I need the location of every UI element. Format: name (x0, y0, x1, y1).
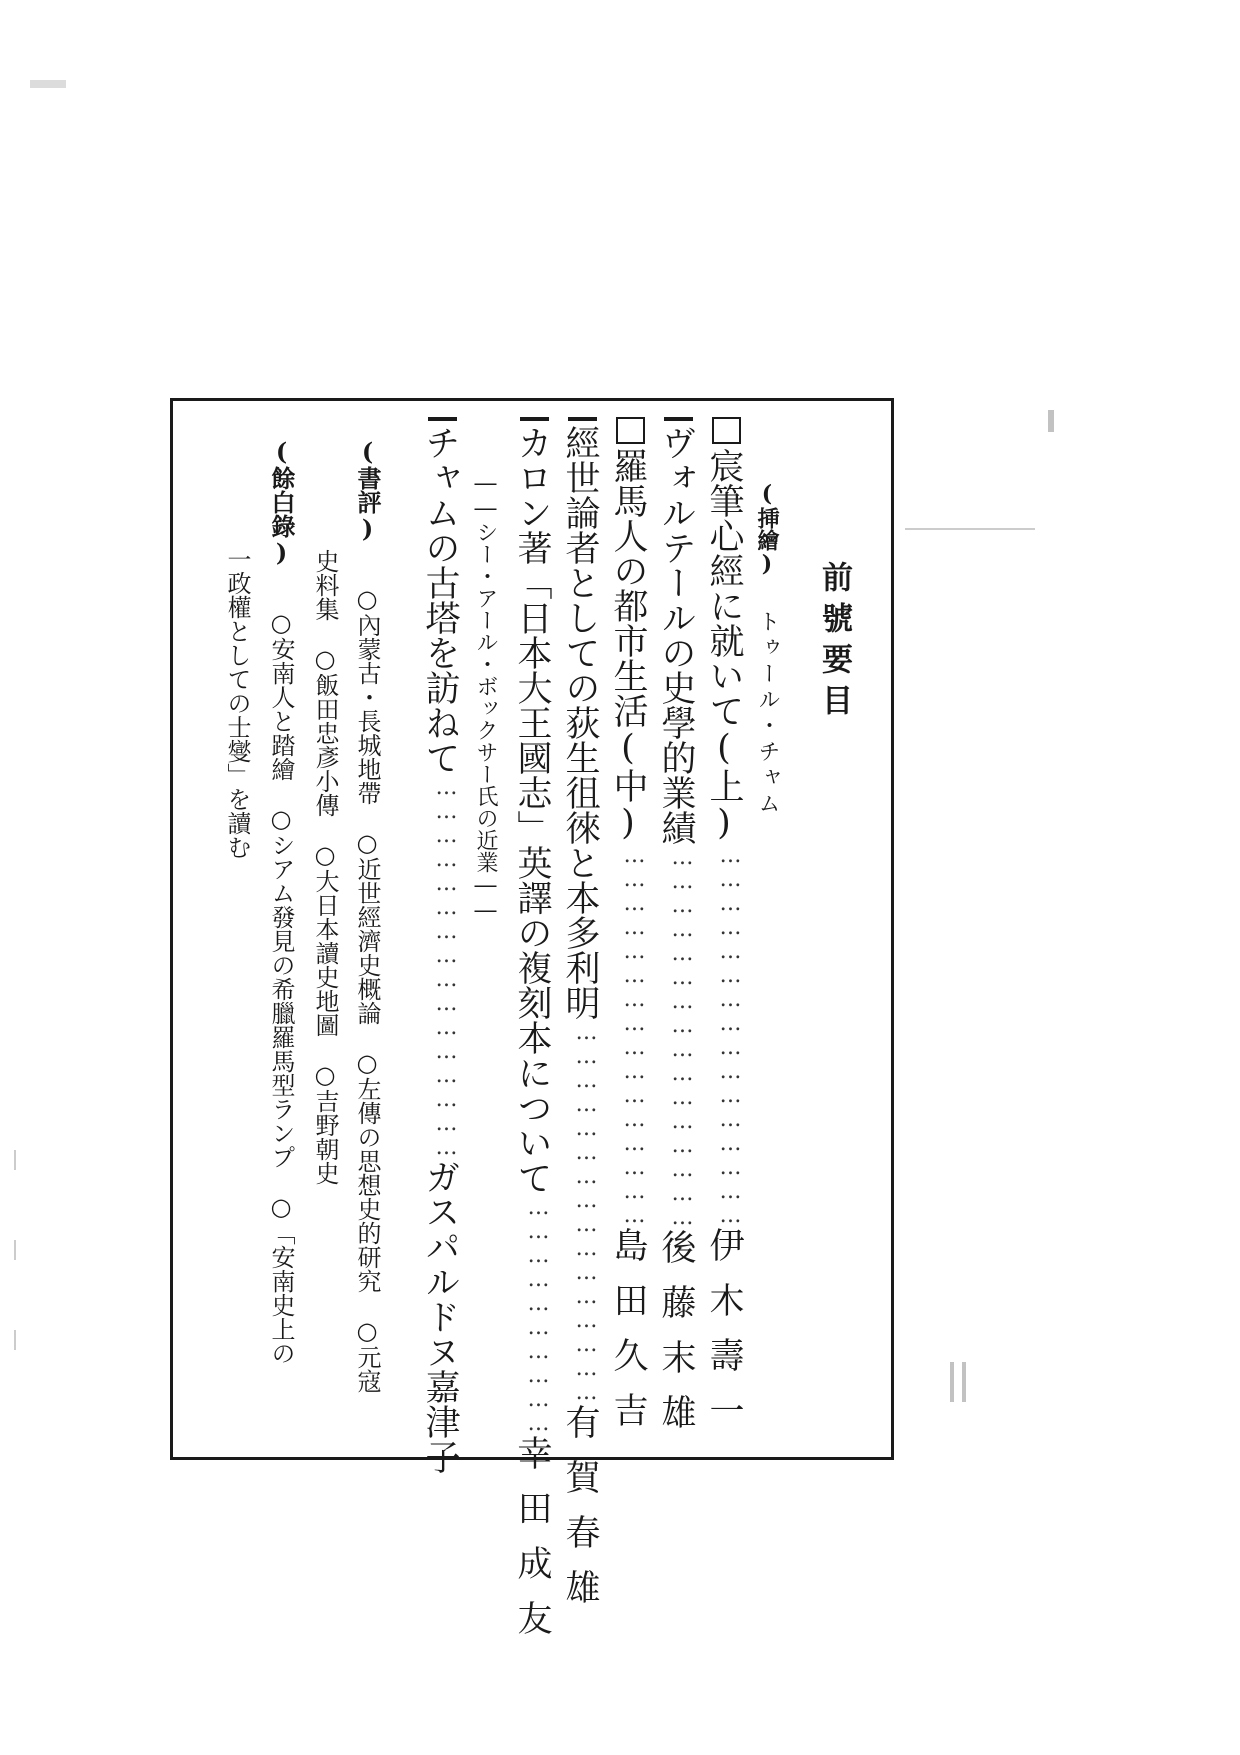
leader-dots: ………………………………………… (670, 845, 695, 1229)
checkbox-square-icon (520, 417, 549, 421)
leader-dots: ………………………………………… (718, 843, 743, 1227)
miscellany-label: (餘白錄) (267, 437, 296, 567)
article-subtitle-text: ――シー・アール・ボックサー氏の近業―― (473, 471, 498, 923)
article-subtitle (465, 401, 501, 1457)
article-author: 幸田成友 (512, 1435, 552, 1655)
article-title: 經世論者としての荻生徂徠と本多利明 (560, 425, 600, 1020)
plate-caption (743, 401, 783, 1457)
miscellany-text: ○安南人と踏繪 ○シアム發見の希臘羅馬型ランプ ○「安南史上の (267, 609, 295, 1365)
checkbox-square-icon (568, 417, 597, 421)
book-reviews-label: (書評) (353, 437, 382, 543)
contents-frame (170, 398, 894, 1655)
scan-line (905, 528, 1035, 530)
article-title: 宸筆心經に就いて(上) (704, 448, 744, 843)
scan-dash (14, 1240, 16, 1260)
checkbox-square-icon (664, 417, 693, 421)
page-title-text: 前號要目 (816, 561, 852, 725)
article-author: 島田久吉 (608, 1227, 648, 1447)
book-reviews-text: ○內蒙古・長城地帶 ○近世經濟史概論 ○左傳の思想史的研究 ○元寇 (353, 585, 381, 1393)
page-title (813, 401, 857, 1617)
article-title: チャムの古塔を訪ねて (420, 425, 460, 775)
article-author: 後藤末雄 (656, 1229, 696, 1449)
book-reviews-line-2 (307, 401, 343, 1457)
leader-dots: ………………………… (526, 1195, 551, 1435)
scan-dash (14, 1150, 16, 1170)
book-reviews-text: 史料集 ○飯田忠彥小傳 ○大日本讀史地圖 ○吉野朝史 (311, 549, 339, 1185)
article-title: ヴォルテールの史學的業績 (656, 425, 696, 845)
scan-edge-mark (962, 1362, 966, 1402)
leader-dots: ………………………………………… (574, 1020, 599, 1404)
miscellany-text: 一政權としての士燮」を讀む (223, 547, 251, 859)
article-author: 伊木壽一 (704, 1227, 744, 1447)
book-reviews-line-1 (349, 401, 385, 1457)
article-entry-4 (553, 401, 600, 1624)
checkbox-square-icon (616, 417, 645, 444)
miscellany-line-2 (219, 401, 255, 1457)
plate-label: (挿繪) (754, 481, 780, 577)
article-entry-6 (413, 401, 460, 1474)
article-entry-1 (697, 401, 744, 1457)
article-title: カロン著「日本大王國志」英譯の複刻本について (512, 425, 552, 1195)
scan-dash (14, 1330, 16, 1350)
article-entry-2 (649, 401, 696, 1457)
article-author: 有賀春雄 (560, 1404, 600, 1624)
miscellany-line-1 (263, 401, 299, 1457)
checkbox-square-icon (712, 417, 741, 444)
scan-edge-mark (950, 1362, 954, 1402)
scan-edge-mark (1048, 410, 1054, 432)
leader-dots: ………………………………………… (434, 775, 459, 1159)
plate-caption-text: トゥール・チャム (755, 610, 780, 818)
article-author: ガスパルドヌ嘉津子 (420, 1159, 460, 1474)
scan-smudge (30, 80, 66, 88)
article-entry-5 (505, 401, 552, 1655)
article-entry-3 (601, 401, 648, 1457)
checkbox-square-icon (428, 417, 457, 421)
leader-dots: ………………………………………… (622, 843, 647, 1227)
article-title: 羅馬人の都市生活(中) (608, 448, 648, 843)
